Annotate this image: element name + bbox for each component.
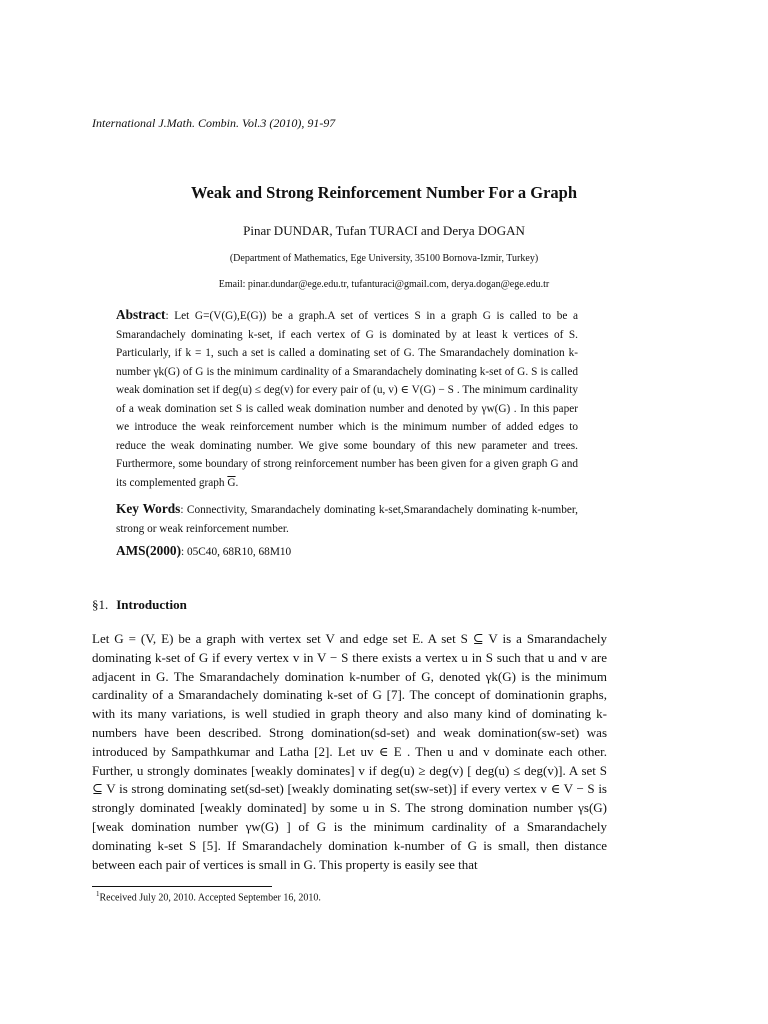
section-number: §1. xyxy=(92,597,109,612)
abstract-end-period: . xyxy=(235,476,239,489)
footnote-text: Received July 20, 2010. Accepted September 16, 2010. xyxy=(99,892,321,904)
journal-citation: International J.Math. Combin. Vol.3 (2010), 91-97 xyxy=(92,116,336,130)
footnote xyxy=(96,890,321,903)
footnote-rule xyxy=(92,886,272,887)
keywords-block xyxy=(116,500,578,538)
abstract-block xyxy=(116,306,578,492)
section-heading xyxy=(92,597,187,613)
ams-heading: AMS(2000) xyxy=(116,543,181,558)
section-title: Introduction xyxy=(116,597,187,612)
abstract-text: : Let G=(V(G),E(G)) be a graph.A set of vertices S in a graph G is called to be a Smarandachely dominating k-set, if each vertex of G is dominated by at least k vertices of S. Particularly, if k = 1, such a set is called a dominating set of G. The Smarandachely domination k-number γk(G) of G is the minimum cardinality of a Smarandachely dominating k-set of G. S is called weak domination set if deg(u) ≤ deg(v) for every pair of (u, v) ∈ V(G) − S . The minimum cardinality of a weak domination set S is called weak domination number and denoted by γw(G) . In this paper we introduce the weak reinforcement number which is the minimum number of added edges to reduce the weak dominating number. We give some boundary of this new parameter and trees. Furthermore, some boundary of strong reinforcement number has been given for a given graph G and its complemented graph xyxy=(116,310,578,489)
paper-affiliation: (Department of Mathematics, Ege University, 35100 Bornova-Izmir, Turkey) xyxy=(229,253,539,264)
keywords-heading: Key Words xyxy=(116,501,181,516)
ams-text: : 05C40, 68R10, 68M10 xyxy=(181,546,292,558)
abstract-complement-symbol: $\overline{G}$ xyxy=(227,476,236,489)
introduction-paragraph: Let G = (V, E) be a graph with vertex set V and edge set E. A set S ⊆ V is a Smarandachely dominating k-set of G if every vertex v in V − S there exists a vertex u in S such that u and v are adjacent in G. The Smarandachely domination k-number of G, denoted γk(G) is the minimum cardinality of a Smarandachely dominating k-set of G [7]. The concept of dominationin graphs, with its many variations, is well studied in graph theory and also many kind of dominating k-numbers have been described. Strong domination(sd-set) and weak domination(sw-set) was introduced by Sampathkumar and Latha [2]. Let uv ∈ E . Then u and v dominate each other. Further, u strongly dominates [weakly dominates] v if deg(u) ≥ deg(v) [ deg(u) ≤ deg(v)]. A set S ⊆ V is strong dominating set(sd-set) [weakly dominating set(sw-set)] if every vertex v ∈ V − S is strongly dominated [weakly dominated] by some u in S. The strong domination number γs(G) [weak domination number γw(G) ] of G is the minimum cardinality of a Smarandachely dominating k-set S [5]. If Smarandachely domination k-number of G is small, then distance between each pair of vertices is small in G. This property is easily see that xyxy=(92,631,607,872)
footnote-mark: 1 xyxy=(96,890,100,898)
ams-block xyxy=(116,543,578,559)
abstract-heading: Abstract xyxy=(116,307,166,322)
paper-title: Weak and Strong Reinforcement Number For a Graph xyxy=(190,183,578,202)
paper-email: Email: pinar.dundar@ege.edu.tr, tufanturaci@gmail.com, derya.dogan@ege.edu.tr xyxy=(218,279,550,290)
paper-authors: Pinar DUNDAR, Tufan TURACI and Derya DOGAN xyxy=(243,223,525,238)
keywords-text: : Connectivity, Smarandachely dominating k-set,Smarandachely dominating k-number, strong or weak reinforcement number. xyxy=(116,504,578,535)
